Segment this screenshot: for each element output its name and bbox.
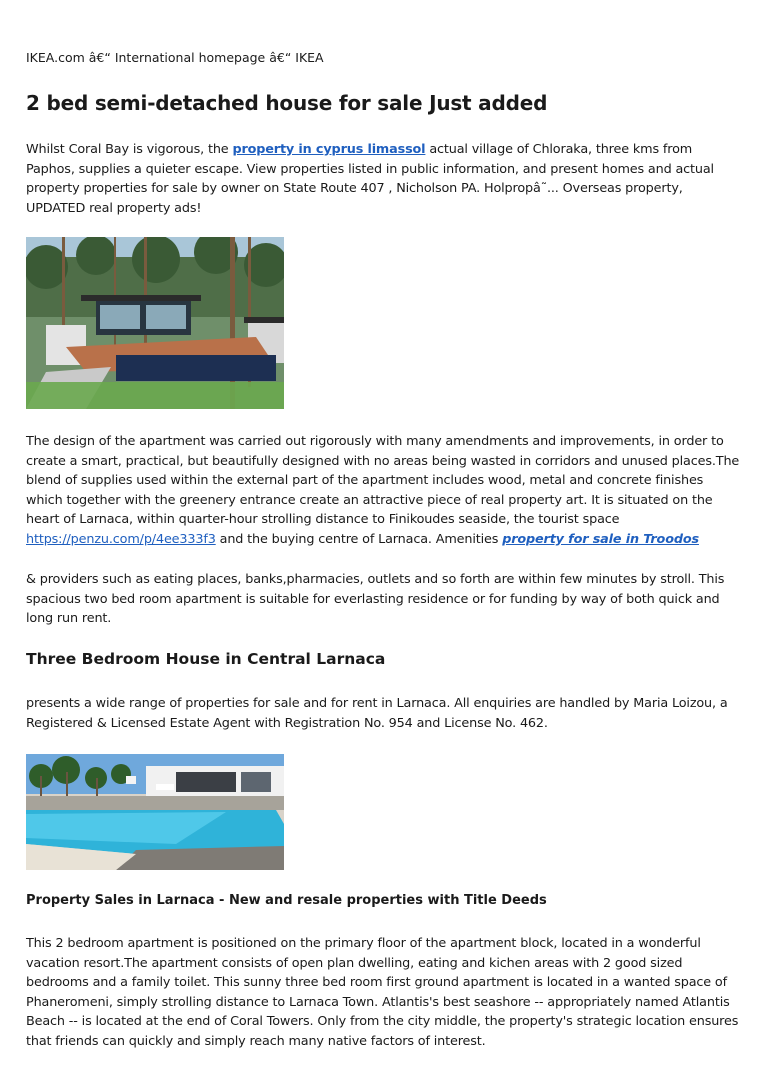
intro-text-before: Whilst Coral Bay is vigorous, the (26, 142, 233, 157)
section2-heading: Three Bedroom House in Central Larnaca (26, 650, 386, 668)
section3-paragraph: This 2 bedroom apartment is positioned on the primary floor of the apartment block, located in a wonderful vacation resort.The apartment consists of open plan dwelling, eating and kichen areas with 2 good sized bedrooms and a family toilet. This sunny three bed room first ground apartment is located in a wanted space of Phaneromeni, simply strolling distance to Larnaca Town. Atlantis's best seashore -- appropriately named Atlantis Beach -- is located at the end of Coral Towers. Only from the city middle, the property's strategic location ensures that friends can quickly and simply reach many native factors of interest. (26, 936, 739, 1049)
section2-paragraph: presents a wide range of properties for sale and for rent in Larnaca. All enquiries are handled by Maria Loizou, a Registered & Licensed Estate Agent with Registration No. 954 and License No. 462. (26, 696, 728, 731)
property-cyprus-limassol-link[interactable]: property in cyprus limassol (232, 142, 426, 157)
site-title: IKEA.com â€“ International homepage â€“ IKEA (26, 50, 324, 65)
providers-paragraph: & providers such as eating places, banks,pharmacies, outlets and so forth are within few minutes by stroll. This spacious two bed room apartment is suitable for everlasting residence or for funding by way of both quick and long run rent. (26, 572, 725, 627)
article-title: 2 bed semi-detached house for sale Just added (26, 91, 548, 115)
intro-paragraph (26, 140, 742, 218)
design-paragraph (26, 432, 742, 550)
property-troodos-link[interactable]: property for sale in Troodos (502, 531, 699, 547)
pool-photo (26, 754, 284, 870)
design-text: The design of the apartment was carried out rigorously with many amendments and improvements, in order to create a smart, practical, but beautifully designed with no areas being wasted in corridors and unused places.The blend of supplies used within the external part of the apartment includes wood, metal and concrete finishes which together with the greenery entrance create an attractive piece of real property art. It is situated on the heart of Larnaca, within quarter-hour strolling distance to Finikoudes seaside, the tourist space (26, 434, 740, 528)
design-text-middle: and the buying centre of Larnaca. Amenities (215, 531, 503, 547)
penzu-url-link[interactable]: https://penzu.com/p/4ee333f3 (26, 531, 216, 547)
section3-heading: Property Sales in Larnaca - New and resale properties with Title Deeds (26, 893, 547, 908)
villa-photo (26, 237, 284, 409)
intro-text-after: actual village of Chloraka, three kms from Paphos, supplies a quieter escape. View properties listed in public information, and present homes and actual property properties for sale by owner on State Route 407 , Nicholson PA. Holpropâ˜... Overseas property, UPDATED real property ads! (26, 142, 714, 216)
